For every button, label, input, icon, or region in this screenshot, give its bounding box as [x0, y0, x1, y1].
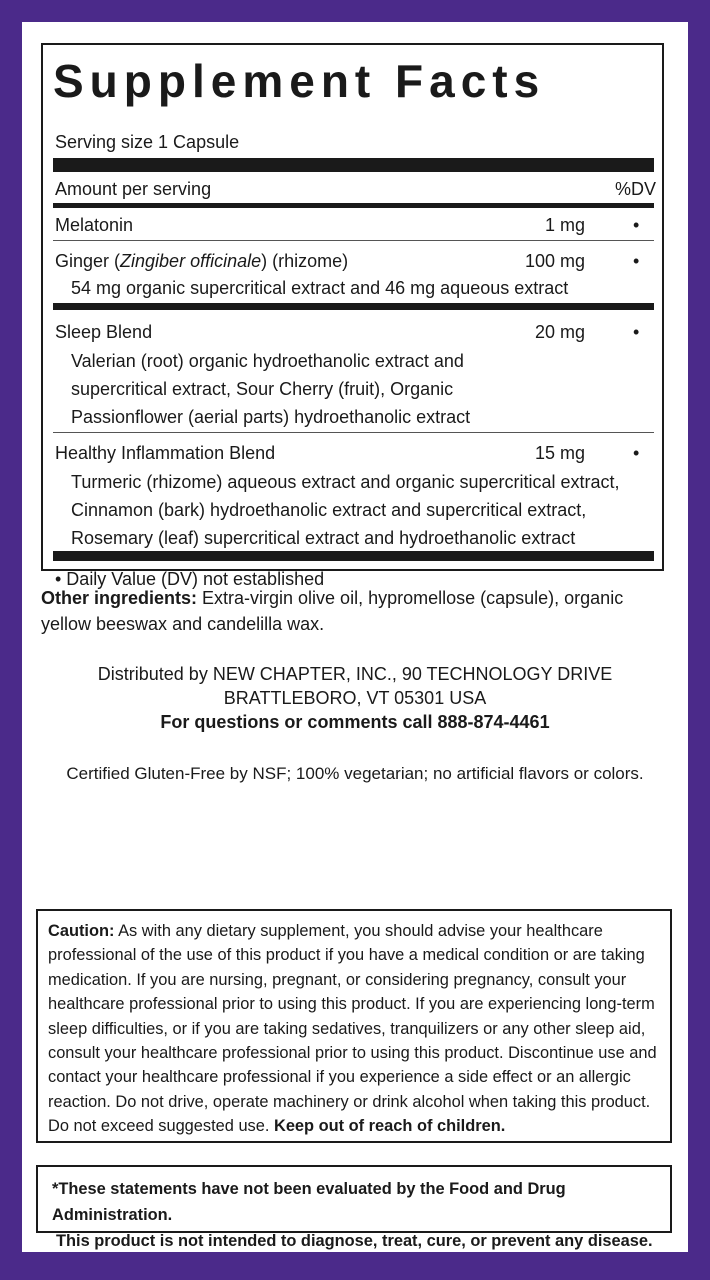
dv-marker: • — [633, 443, 640, 463]
children-warning: Keep out of reach of children. — [273, 1117, 506, 1136]
latin-name: Zingiber officinale — [120, 251, 262, 271]
medium-divider — [53, 203, 654, 208]
medium-divider — [53, 303, 654, 310]
certification: Certified Gluten-Free by NSF; 100% vegetarian; no artificial flavors or colors. — [66, 764, 644, 783]
distributor-address: BRATTLEBORO, VT 05301 USA — [223, 688, 487, 708]
fda-line-2: This product is not intended to diagnose, treat, cure, or prevent any disease. — [56, 1232, 653, 1250]
nutrient-amount: 20 mg — [534, 322, 585, 342]
nutrient-name: Healthy Inflammation Blend — [55, 443, 276, 463]
dv-marker: • — [633, 251, 640, 271]
serving-size: Serving size 1 Capsule — [55, 132, 240, 152]
nutrient-detail: Rosemary (leaf) supercritical extract and hydroethanolic extract — [71, 528, 576, 548]
nutrient-detail: Passionflower (aerial parts) hydroethanolic extract — [71, 407, 471, 427]
other-ingredients: Other ingredients: Extra-virgin olive oil, hypromellose (capsule), organic — [41, 588, 624, 608]
nutrient-amount: 15 mg — [534, 443, 585, 463]
dv-footnote: • Daily Value (DV) not established — [55, 569, 325, 589]
nutrient-amount: 1 mg — [544, 215, 585, 235]
fda-line-1: *These statements have not been evaluated by the Food and Drug Administration. — [52, 1180, 566, 1224]
distributor-line: Distributed by NEW CHAPTER, INC., 90 TECHNOLOGY DRIVE — [97, 664, 613, 684]
thick-divider — [53, 158, 654, 172]
nutrient-detail: Turmeric (rhizome) aqueous extract and organic supercritical extract, — [71, 472, 620, 492]
contact-phone: For questions or comments call 888-874-4461 — [160, 712, 550, 732]
amount-header: Amount per serving — [55, 179, 212, 199]
nutrient-name: Ginger (Zingiber officinale) (rhizome) — [55, 251, 349, 271]
nutrient-detail: 54 mg organic supercritical extract and 46 mg aqueous extract — [71, 278, 569, 298]
label-panel — [22, 22, 688, 1252]
nutrient-name: Melatonin — [55, 215, 134, 235]
nutrient-detail: Valerian (root) organic hydroethanolic extract and — [71, 351, 464, 371]
caution-text: As with any dietary supplement, you should advise your healthcare professional of the use of this product if you have a medical condition or are taking medication. If you are nursing, pregnant, or considering pregnancy, consult your healthcare professional prior to using this product. If you are experiencing long-term sleep difficulties, or if you are taking sedatives, tranquilizers or any other sleep aid, consult your healthcare professional prior to using this product. Discontinue use and contact your healthcare professional if you experience a side effect or an allergic reaction. Do not drive, operate machinery or drink alcohol when taking this product. Do not exceed suggested use. — [48, 922, 657, 1136]
nutrient-detail: Cinnamon (bark) hydroethanolic extract and supercritical extract, — [71, 500, 587, 520]
nutrient-amount: 100 mg — [524, 251, 585, 271]
thick-divider — [53, 551, 654, 561]
other-ingredients-cont: yellow beeswax and candelilla wax. — [41, 614, 325, 634]
dv-marker: • — [633, 322, 640, 342]
fda-disclaimer-box — [36, 1165, 672, 1250]
row-divider — [53, 432, 654, 433]
dv-header: %DV — [614, 179, 656, 199]
caution-label: Caution: — [48, 922, 115, 940]
nutrient-detail: supercritical extract, Sour Cherry (fruit), Organic — [71, 379, 454, 399]
supplement-facts-table — [41, 43, 664, 589]
row-divider — [53, 240, 654, 241]
caution-box — [36, 909, 672, 1143]
dv-marker: • — [633, 215, 640, 235]
nutrient-name: Sleep Blend — [55, 322, 153, 342]
facts-title: Supplement Facts — [53, 55, 546, 107]
